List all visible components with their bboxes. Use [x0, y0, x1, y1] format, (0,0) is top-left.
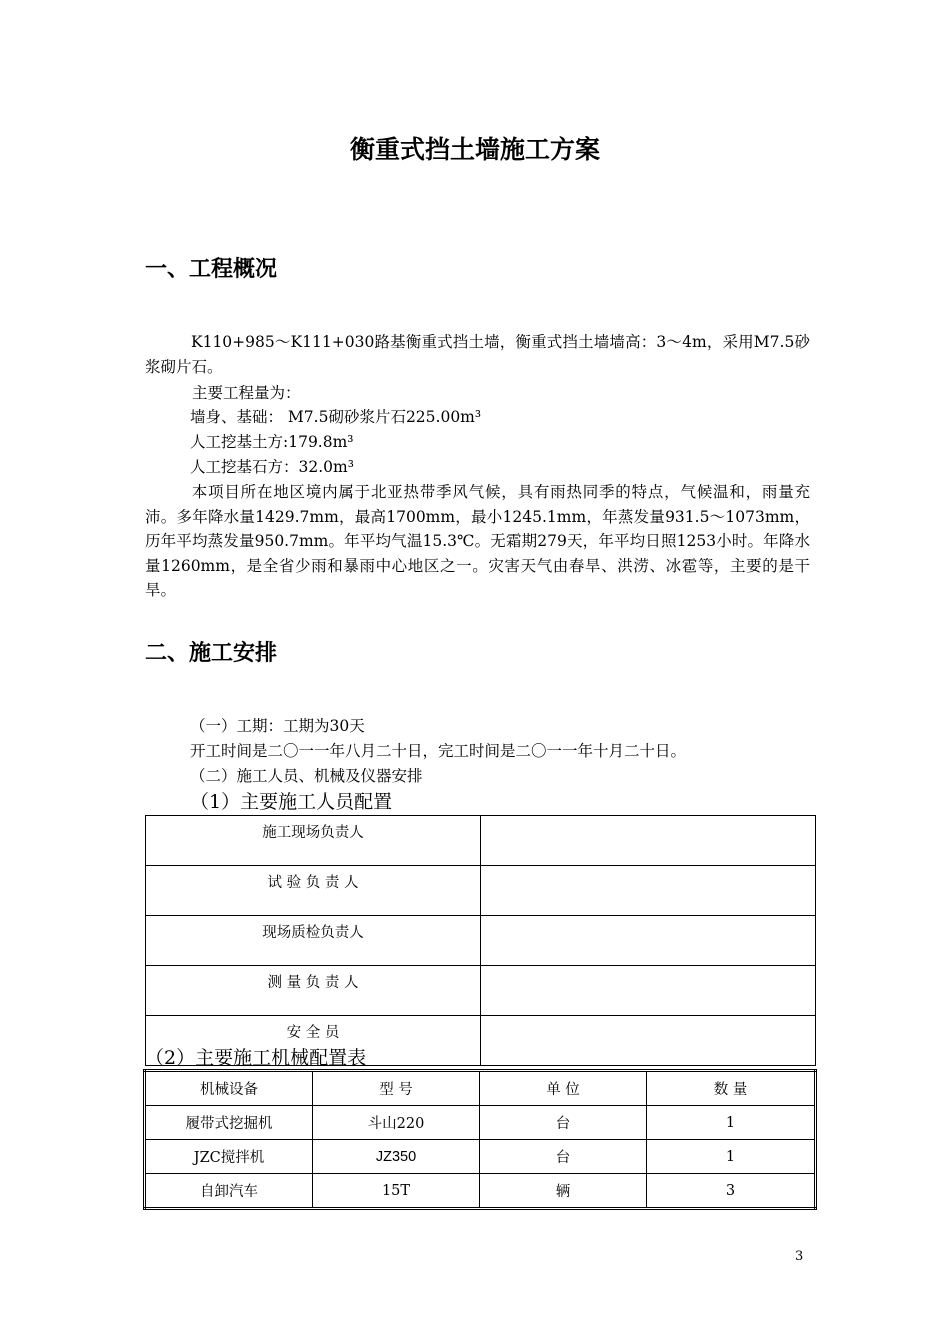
climate-paragraph [145, 480, 810, 603]
equipment-name: 履带式挖掘机 [145, 1106, 313, 1140]
staff-role: 安 全 员 [146, 1016, 481, 1066]
equipment-model: 15T [313, 1174, 480, 1209]
equipment-quantity: 1 [647, 1140, 816, 1174]
equipment-unit: 台 [480, 1140, 647, 1174]
column-header: 机械设备 [145, 1071, 313, 1106]
section-heading-overview: 一、工程概况 [145, 257, 278, 282]
table-row [145, 1106, 816, 1140]
quantities-title: 主要工程量为： [192, 384, 301, 402]
staff-table [145, 815, 816, 1066]
table-row [146, 866, 816, 916]
overview-paragraph [145, 330, 810, 379]
staff-role: 施工现场负责人 [146, 816, 481, 866]
table-row [146, 966, 816, 1016]
equipment-model: JZ350 [313, 1140, 480, 1174]
column-header: 型 号 [313, 1071, 480, 1106]
quantity-item: 墙身、基础： M7.5砌砂浆片石225.00m³ [190, 408, 482, 426]
equipment-quantity: 3 [647, 1174, 816, 1209]
staff-name-cell [481, 1016, 816, 1066]
table-row [145, 1140, 816, 1174]
quantity-item: 人工挖基土方:179.8m³ [190, 433, 354, 451]
equipment-unit: 台 [480, 1106, 647, 1140]
quantity-item: 人工挖基石方：32.0m³ [190, 458, 354, 476]
staff-name-cell [481, 816, 816, 866]
table-row [146, 816, 816, 866]
equipment-name: JZC搅拌机 [145, 1140, 313, 1174]
equipment-table-caption: （2）主要施工机械配置表 [145, 1047, 367, 1069]
overview-text: K110+985～K111+030路基衡重式挡土墙，衡重式挡土墙墙高：3～4m，采用M7.5砂浆砌片石。 [145, 333, 810, 376]
staff-name-cell [481, 916, 816, 966]
equipment-quantity: 1 [647, 1106, 816, 1140]
column-header: 数 量 [647, 1071, 816, 1106]
table-header-row [145, 1071, 816, 1106]
column-header: 单 位 [480, 1071, 647, 1106]
document-title: 衡重式挡土墙施工方案 [349, 135, 600, 164]
equipment-unit: 辆 [480, 1174, 647, 1209]
section-heading-arrangement: 二、施工安排 [145, 641, 278, 666]
staff-role: 现场质检负责人 [146, 916, 481, 966]
climate-text: 本项目所在地区境内属于北亚热带季风气候，具有雨热同季的特点，气候温和，雨量充沛。多年降水量1429.7mm，最高1700mm，最小1245.1mm，年蒸发量931.5～1073mm，历年平均蒸发量950.7mm。年平均气温15.3℃。无霜期279天，年平均日照1253小时。年降水量1260mm，是全省少雨和暴雨中心地区之一。灾害天气由春旱、洪涝、冰雹等，主要的是干旱。 [145, 483, 810, 599]
staff-name-cell [481, 866, 816, 916]
equipment-name: 自卸汽车 [145, 1174, 313, 1209]
arrangement-subheading: （二）施工人员、机械及仪器安排 [190, 767, 423, 785]
table-row [146, 916, 816, 966]
staff-role: 测 量 负 责 人 [146, 966, 481, 1016]
construction-period: （一）工期：工期为30天 [190, 717, 365, 735]
staff-table-caption: （1）主要施工人员配置 [190, 791, 393, 813]
page-number: 3 [795, 1249, 804, 1264]
table-row [145, 1174, 816, 1209]
equipment-model: 斗山220 [313, 1106, 480, 1140]
staff-role: 试 验 负 责 人 [146, 866, 481, 916]
construction-dates: 开工时间是二〇一一年八月二十日，完工时间是二〇一一年十月二十日。 [190, 742, 687, 760]
staff-name-cell [481, 966, 816, 1016]
equipment-table [143, 1069, 817, 1210]
